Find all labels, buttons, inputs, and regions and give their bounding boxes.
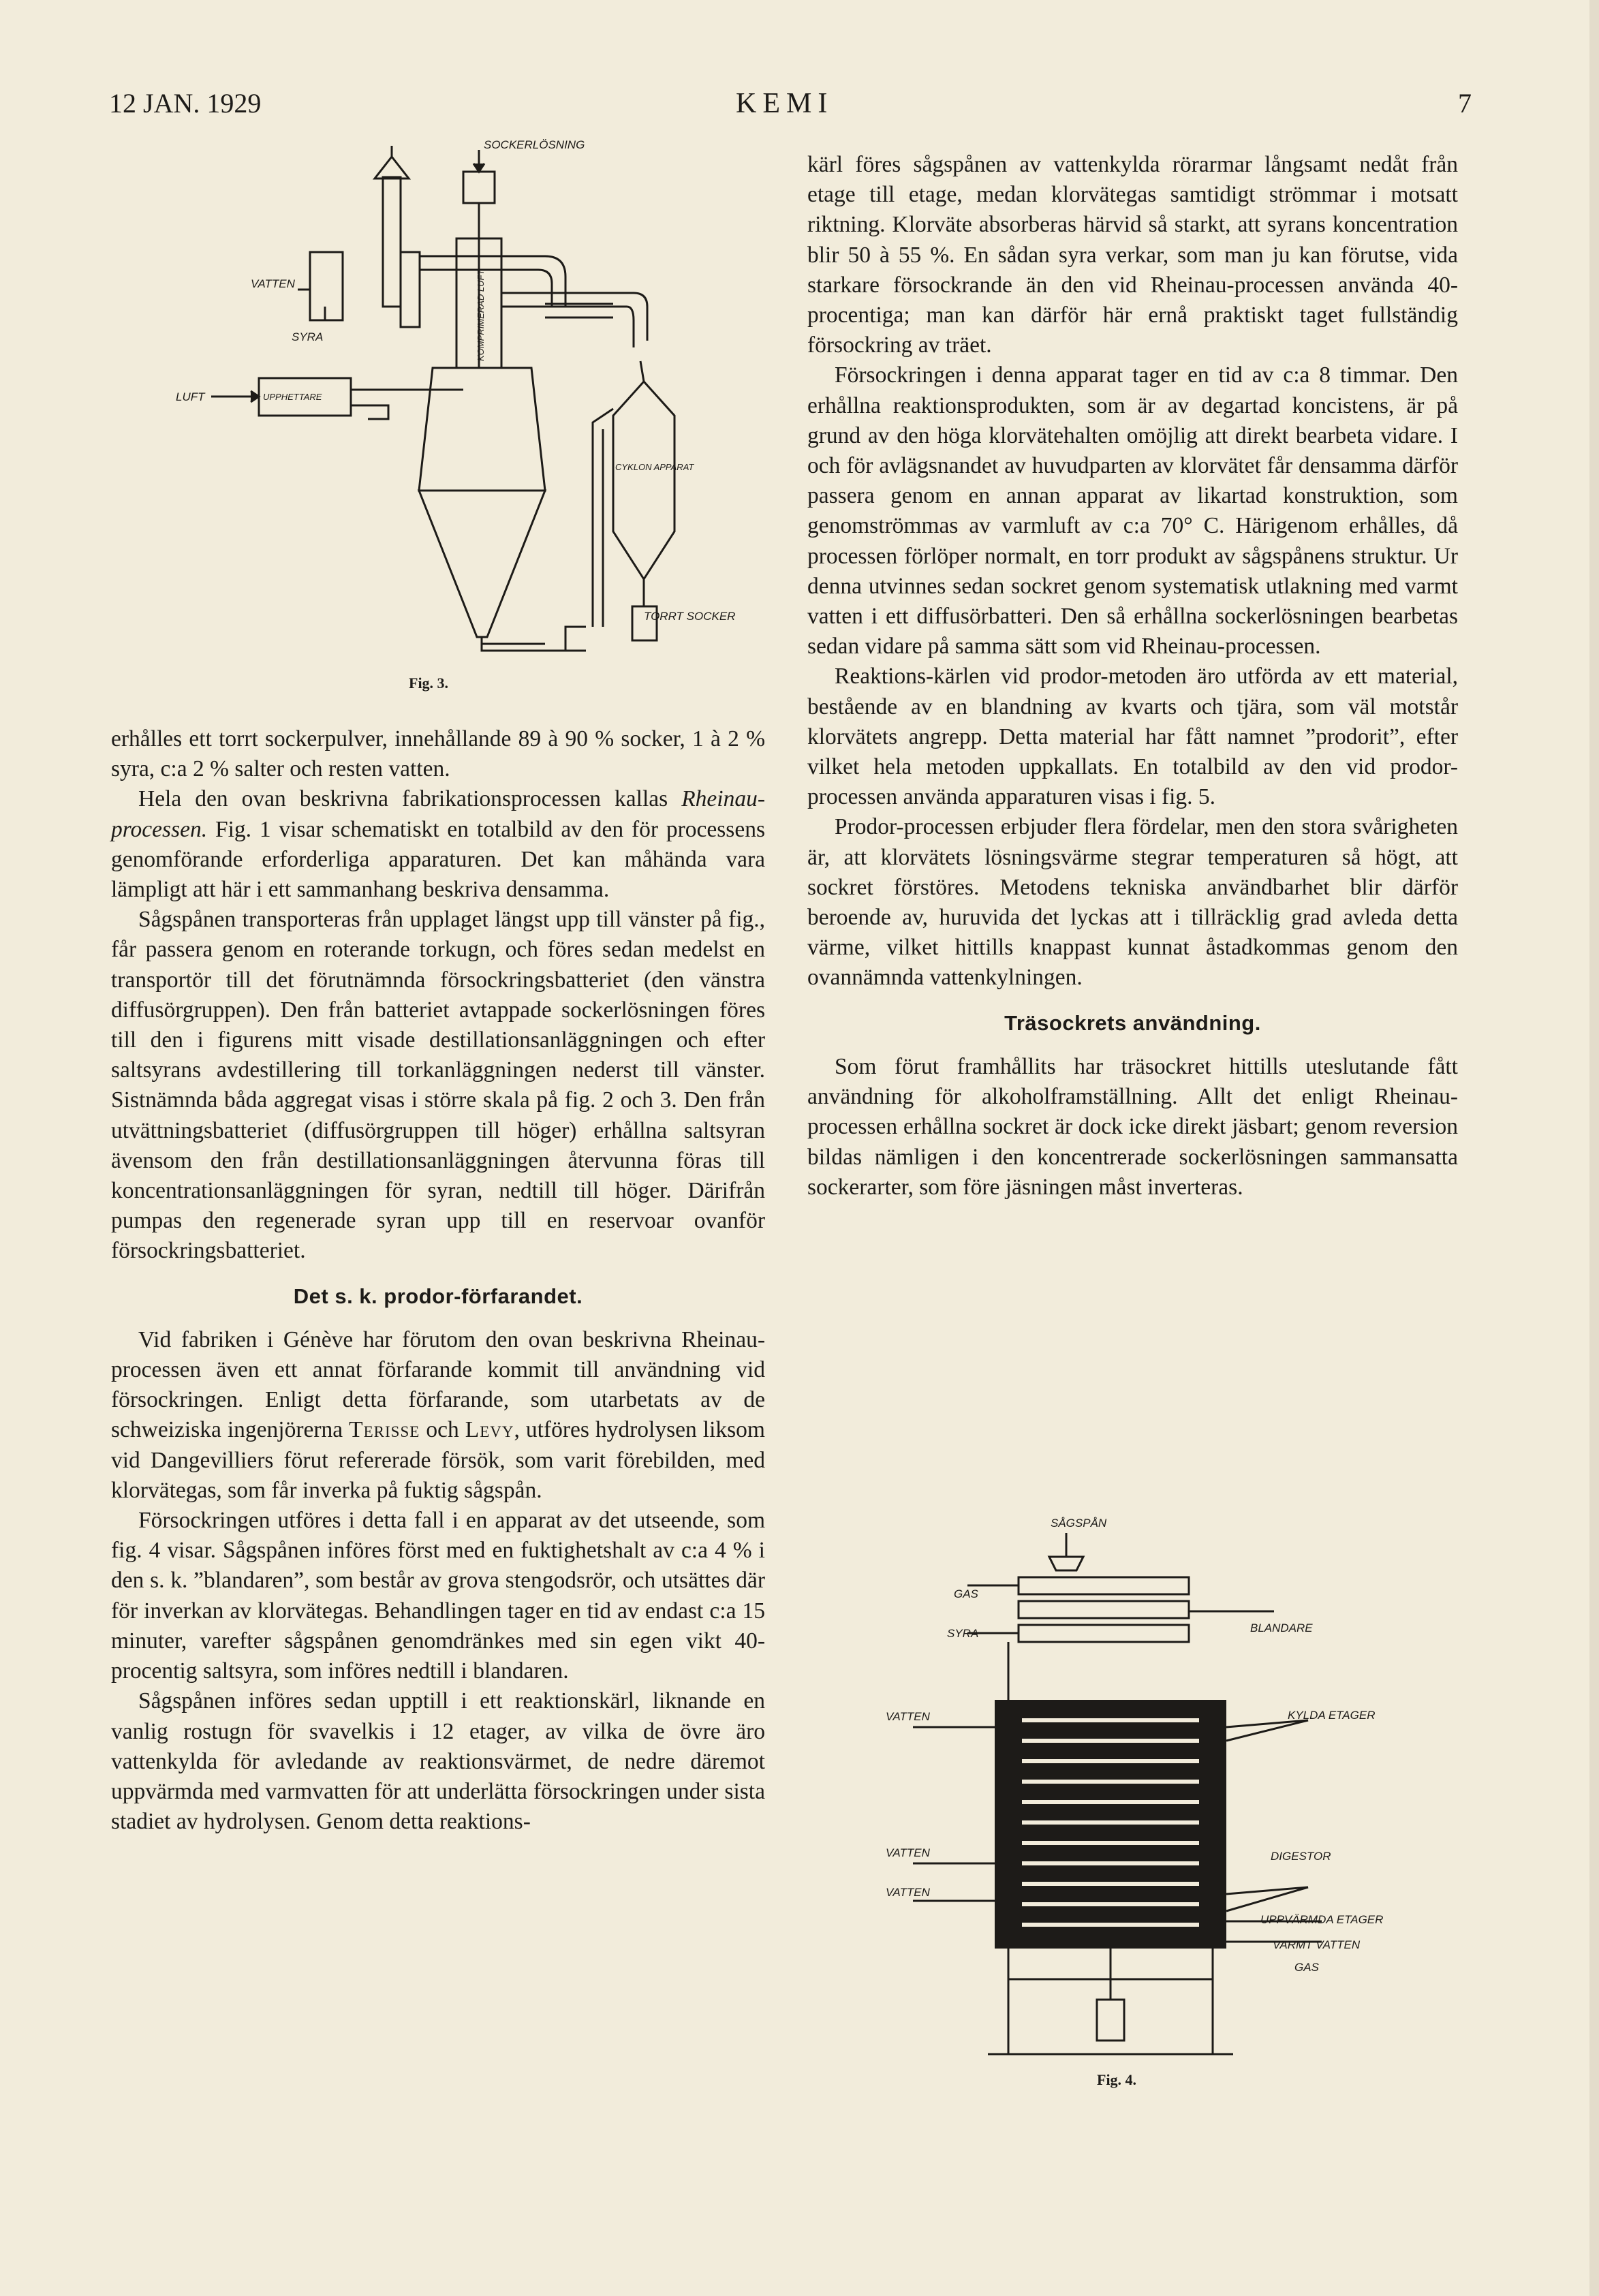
person-name: Terisse xyxy=(349,1417,420,1443)
label-sockerlosning: SOCKERLÖSNING xyxy=(484,138,585,151)
process-name: Rheinau-processen. xyxy=(111,786,765,842)
label-vatten-3: VATTEN xyxy=(886,1886,930,1899)
right-text-column xyxy=(807,150,1458,1203)
label-vatten-2: VATTEN xyxy=(886,1846,930,1859)
paragraph: Prodor-processen erbjuder flera fördelar, men den stora svårigheten är, att klorvätets lösningsvärme stegrar temperaturen så högt, att sockret förstöres. Metodens tekniska användbarhet blir därför beroende av, huruvida det lyckas att i tillräcklig grad avleda detta värme, vilket hittills knappast kunnat åstadkommas genom den ovannämnda vattenkylningen. xyxy=(807,814,1458,991)
figure-4-drawing xyxy=(872,1502,1431,2102)
person-name: Levy xyxy=(465,1417,514,1443)
figure-3-drawing xyxy=(164,136,736,681)
label-dry-sugar: TORRT SOCKER xyxy=(644,610,736,623)
paragraph: Sågspånen transporteras från upplaget längst upp till vänster på fig., får passera genom en roterande torkugn, och föres sedan medelst en transportör till det förutnämnda försockringsbatteriet (den vänstra diffusörgruppen). Den från batteriet avtappade sockerlösningen föres till den i figurens mitt visade destillationsanläggningen och efter saltsyrans avdestillering till torkanläggningen nederst till vänster. Sistnämnda båda aggregat visas i större skala på fig. 2 och 3. Den från utvättningsbatteriet (diffusörgruppen till höger) erhållna saltsyran ävensom den från destillationsanläggningen återvunna föras till koncentrationsanläggningen för syran, nedtill till höger. Därifrån pumpas den regenerade syran upp till en reservoar ovanför försockringsbatteriet. xyxy=(111,907,765,1264)
label-blandare: BLANDARE xyxy=(1250,1622,1313,1634)
label-kylda-etager: KYLDA ETAGER xyxy=(1288,1709,1376,1722)
paragraph-text: och xyxy=(420,1417,465,1443)
label-syra-fig4: SYRA xyxy=(947,1627,979,1640)
paragraph-text: Vid fabriken i Génève har förutom den ovan beskrivna Rheinau-processen även ett annat förfarande kommit till användning vid försockringen. Enligt detta förfarande, som utarbetats av de schweiziska ingenjörerna xyxy=(111,1327,765,1443)
figure-4-reactor xyxy=(872,1502,1431,2102)
label-digestor: DIGESTOR xyxy=(1271,1850,1331,1863)
left-text-column xyxy=(111,724,765,1837)
running-header xyxy=(109,87,1472,128)
paragraph-text: Fig. 1 visar schematiskt en totalbild av den för processens genomförande erforderliga apparaturen. Det kan måhända vara lämpligt att här i ett sammanhang beskriva densamma. xyxy=(111,816,765,903)
label-gas-bottom: GAS xyxy=(1294,1961,1319,1974)
paragraph: Sågspånen införes sedan upptill i ett reaktionskärl, liknande en vanlig rostugn för svavelkis i 12 etager, av vilka de övre äro vattenkylda för avledande av reaktionsvärmet, de nedre däremot uppvärmda med varmvatten för att underlätta försockringen under sista stadiet av hydrolysen. Genom detta reaktions- xyxy=(111,1688,765,1835)
paragraph: Försockringen utföres i detta fall i en apparat av det utseende, som fig. 4 visar. Sågspånen införes först med en fuktighetshalt av c:a 4 % i den s. k. ”blandaren”, som består av grova stengodsrör, och utsättes där för inverkan av klorvätegas. Behandlingen tager en tid av endast c:a 15 minuter, varefter sågspånen genomdränkes med sin egen vikt 40-procentig saltsyra, som införes nedtill i blandaren. xyxy=(111,1508,765,1684)
label-uppvarmda-etager: UPPVÄRMDA ETAGER xyxy=(1260,1913,1384,1926)
label-syra: SYRA xyxy=(292,330,324,343)
page-number: 7 xyxy=(1458,88,1472,119)
label-heater: UPPHETTARE xyxy=(263,392,322,402)
label-compressed-air: KOMPRIMERAD LUFT xyxy=(476,269,486,361)
paragraph xyxy=(111,1325,765,1506)
paragraph-text: , utföres hydrolysen liksom vid Dangevilliers förut refererade försök, som varit förebilden, med klorvätegas, som får inverka på fuktig sågspån. xyxy=(111,1417,765,1503)
section-heading: Det s. k. prodor-förfarandet. xyxy=(293,1284,583,1308)
label-varmt-vatten: VARMT VATTEN xyxy=(1273,1938,1361,1951)
paragraph-text: Hela den ovan beskrivna fabrikationsprocessen kallas xyxy=(138,786,682,812)
figure-3-drying-apparatus xyxy=(164,136,736,692)
paragraph: Som förut framhållits har träsockret hittills uteslutande fått användning för alkoholframställning. Allt det enligt Rheinau-processen erhållna sockret är dock icke direkt jäsbart; genom reversion bildas nämligen i den koncentrerade sockerlösningen sammansatta sockerarter, som före jäsningen måst inverteras. xyxy=(807,1053,1458,1200)
paragraph: Reaktions-kärlen vid prodor-metoden äro utförda av ett material, bestående av en blandning av kvarts och tjära, som väl motstår klorvätets angrepp. Detta material har fått namnet ”prodorit”, efter vilket hela metoden uppkallats. En totalbild av den vid prodor-processen använda apparaturen visas i fig. 5. xyxy=(807,664,1458,810)
label-luft: LUFT xyxy=(176,390,205,403)
journal-title: KEMI xyxy=(736,88,834,119)
label-gas-top: GAS xyxy=(954,1587,978,1600)
label-sagspan: SÅGSPÅN xyxy=(1051,1517,1107,1530)
figure-4-caption: Fig. 4. xyxy=(1097,2071,1137,2088)
label-vatten-1: VATTEN xyxy=(886,1710,930,1723)
paragraph: kärl föres sågspånen av vattenkylda rörarmar långsamt nedåt från etage till etage, medan klorvätegas samtidigt strömmar i motsatt riktning. Klorväte absorberas härvid så starkt, att syrans koncentration blir 50 à 55 %. En sådan syra verkar, som man ju kan förutse, vida starkare försockrande än den vid Rheinau-processen använda 40-procentiga; man kan därför här ernå praktiskt taget fullständig försockring av träet. xyxy=(807,152,1458,358)
issue-date: 12 JAN. 1929 xyxy=(109,88,262,119)
section-heading: Träsockrets användning. xyxy=(1004,1010,1261,1035)
paragraph: erhålles ett torrt sockerpulver, innehållande 89 à 90 % socker, 1 à 2 % syra, c:a 2 % salter och resten vatten. xyxy=(111,726,765,782)
figure-3-caption: Fig. 3. xyxy=(409,674,449,692)
label-cyclone: CYKLON APPARAT xyxy=(615,462,694,472)
label-vatten: VATTEN xyxy=(251,277,295,290)
paragraph xyxy=(111,784,765,905)
paragraph: Försockringen i denna apparat tager en tid av c:a 8 timmar. Den erhållna reaktionsprodukten, som är av degartad koncistens, är på grund av den höga klorvätehalten omöjlig att direkt bearbeta vidare. I och för avlägsnandet av huvudparten av klorvätet får densamma därför passera genom en annan apparat av likartad konstruktion, som genomströmmas av varmluft av c:a 70° C. Härigenom erhålles, då processen förlöper normalt, en torr produkt av sågspånens struktur. Ur denna utvinnes sedan sockret genom systematisk utlakning med varmt vatten i ett diffusörbatteri. Den så erhållna sockerlösningen bearbetas sedan vidare på samma sätt som vid Rheinau-processen. xyxy=(807,362,1458,660)
